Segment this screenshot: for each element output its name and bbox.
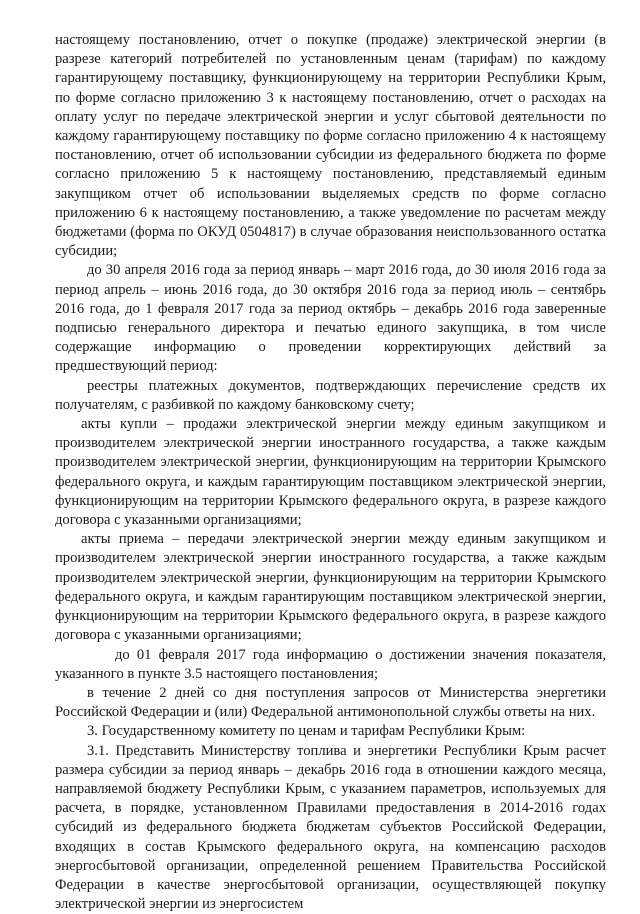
paragraph-section-3-heading: 3. Государственному комитету по ценам и тарифам Республики Крым: [87, 723, 526, 740]
paragraph-reports-list: настоящему постановлению, отчет о покупке (продаже) электрической энергии (в разрезе категорий потребителей по установленным ценам (тарифам) по каждому гарантирующему поставщику, функционирующему на территории Республики Крым, по форме согласно приложению 3 к настоящему постановлению, отчет о расходах на оплату услуг по передаче электрической энергии и услуг сбытовой деятельности по каждому гарантирующему поставщику по форме согласно приложению 4 к настоящему постановлению, отчет об использовании субсидии из федерального бюджета по форме согласно приложению 5 к настоящему постановлению, представляемый единым закупщиком отчет об использовании выделяемых средств по форме согласно приложению 6 к настоящему постановлению, а также уведомление по расчетам между бюджетами (форма по ОКУД 0504817) в случае образования неиспользованного остатка субсидии; [55, 32, 606, 260]
paragraph-payment-registers: реестры платежных документов, подтверждающих перечисление средств их получателям, с разбивкой по каждому банковскому счету; [55, 377, 606, 413]
paragraph-indicator-info: до 01 февраля 2017 года информацию о достижении значения показателя, указанного в пункте 3.5 настоящего постановления; [55, 646, 606, 682]
paragraph-sale-acts: акты купли – продажи электрической энергии между единым закупщиком и производителем электрической энергии иностранного государства, а также каждым производителем электрической энергии, функционирующим на территории Крымского федерального округа, и каждым гарантирующим поставщиком электрической энергии, функционирующим на территории Крымского федерального округа, в разрезе каждого договора с указанными организациями; [55, 416, 606, 529]
paragraph-section-3-1: 3.1. Представить Министерству топлива и энергетики Республики Крым расчет размера субсидии за период январь – декабрь 2016 года в отношении каждого месяца, направляемой бюджету Республики Крым, с указанием параметров, используемых для расчета, в порядке, установленном Правилами предоставления в 2014-2016 годах субсидий из федерального бюджета бюджетам субъектов Российской Федерации, входящих в состав Крымского федерального округа, на компенсацию расходов энергосбытовой организации, определенной решением Правительства Российской Федерации в качестве энергосбытовой организации, осуществляющей покупку электрической энергии из энергосистем [55, 742, 606, 913]
paragraph-quarterly-deadlines: до 30 апреля 2016 года за период январь – март 2016 года, до 30 июля 2016 года за период апрель – июнь 2016 года, до 30 октября 2016 года за период июль – сентябрь 2016 года, до 1 февраля 2017 года за период октябрь – декабрь 2016 года заверенные подписью генерального директора и печатью единого закупщика, в том числе содержащие информацию о проведении корректирующих действий за предшествующий период: [55, 262, 606, 375]
paragraph-transfer-acts: акты приема – передачи электрической энергии между единым закупщиком и производителем электрической энергии иностранного государства, а также каждым производителем электрической энергии, функционирующим на территории Крымского федерального округа, и каждым гарантирующим поставщиком электрической энергии, функционирующим на территории Крымского федерального округа, в разрезе каждого договора с указанными организациями; [55, 531, 606, 644]
document-page [55, 31, 606, 914]
paragraph-request-responses: в течение 2 дней со дня поступления запросов от Министерства энергетики Российской Федерации и (или) Федеральной антимонопольной службы ответы на них. [55, 684, 606, 721]
